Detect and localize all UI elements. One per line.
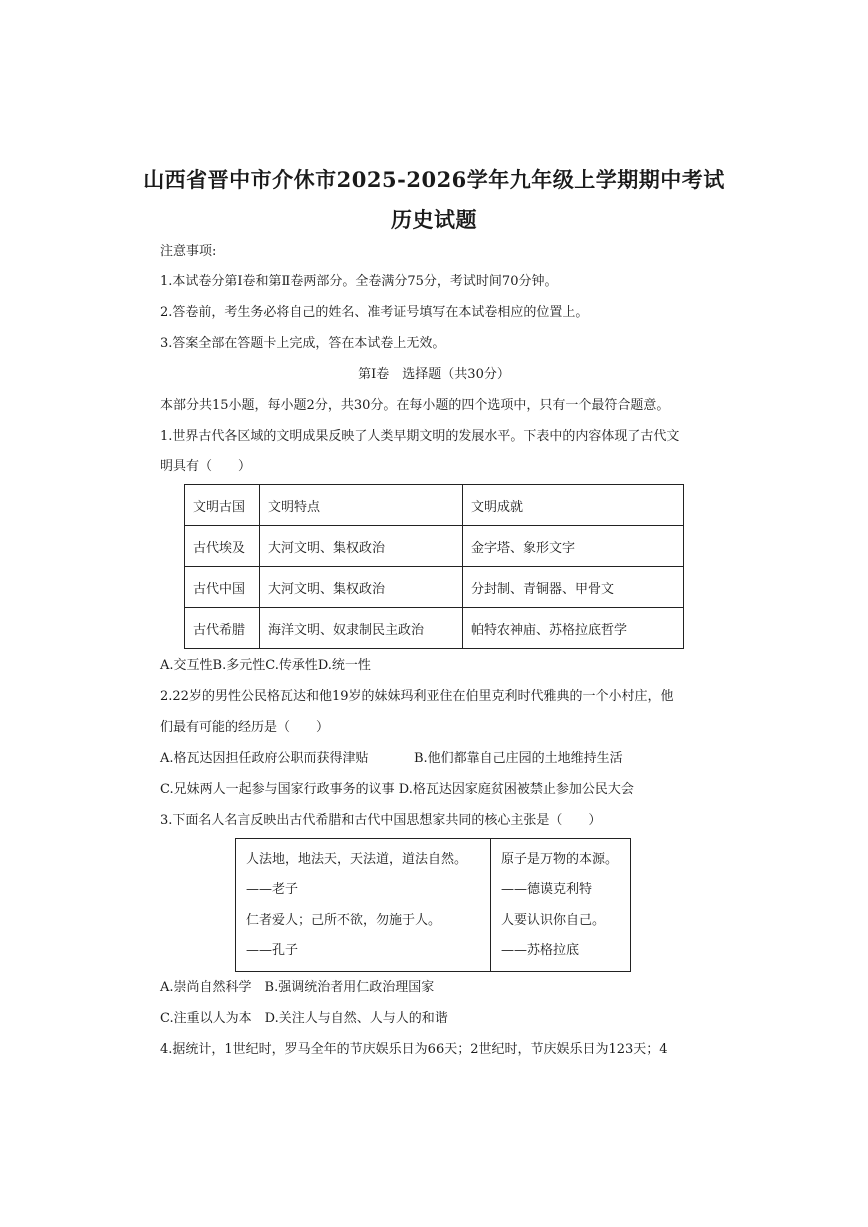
section-title: 第Ⅰ卷 选择题（共30分） [358,367,510,382]
quote-text: 仁者爱人；己所不欲，勿施于人。 [246,913,442,928]
quote-author: ——苏格拉底 [501,943,580,958]
notice-item: 1.本试卷分第Ⅰ卷和第Ⅱ卷两部分。全卷满分75分，考试时间70分钟。 [160,274,558,289]
exam-title: 山西省晋中市介休市2025-2026学年九年级上学期期中考试 [143,167,725,192]
question-2-stem-cont: 们最有可能的经历是（ ） [160,720,330,735]
table-cell: 古代希腊 [185,608,260,649]
table-header-row [185,485,684,526]
quote-column-greece [491,839,630,971]
quote-table [235,838,631,972]
table-cell: 分封制、青铜器、甲骨文 [463,567,684,608]
quote-author: ——老子 [246,882,299,897]
table-header-cell: 文明特点 [260,485,463,526]
question-2-options-cd: C.兄妹两人一起参与国家行政事务的议事 D.格瓦达因家庭贫困被禁止参加公民大会 [160,782,634,797]
notice-item: 3.答案全部在答题卡上完成，答在本试卷上无效。 [160,336,446,351]
question-3-options-ab: A.崇尚自然科学 B.强调统治者用仁政治理国家 [160,980,435,995]
subject-title: 历史试题 [391,207,477,232]
question-2-option-a: A.格瓦达因担任政府公职而获得津贴 [160,751,369,766]
table-row [185,608,684,649]
table-cell: 海洋文明、奴隶制民主政治 [260,608,463,649]
question-2-option-b: B.他们都靠自己庄园的土地维持生活 [414,751,623,766]
quote-author: ——德谟克利特 [501,882,593,897]
table-header-cell: 文明古国 [185,485,260,526]
quote-text: 原子是万物的本源。 [501,852,619,867]
quote-text: 人要认识你自己。 [501,913,606,928]
table-cell: 古代中国 [185,567,260,608]
question-1-options: A.交互性B.多元性C.传承性D.统一性 [160,658,371,673]
civilization-table [184,484,684,649]
table-row [185,526,684,567]
table-cell: 古代埃及 [185,526,260,567]
quote-author: ——孔子 [246,943,299,958]
quote-text: 人法地，地法天，天法道，道法自然。 [246,852,468,867]
notice-item: 2.答卷前，考生务必将自己的姓名、准考证号填写在本试卷相应的位置上。 [160,305,589,320]
question-3-options-cd: C.注重以人为本 D.关注人与自然、人与人的和谐 [160,1011,448,1026]
table-header-cell: 文明成就 [463,485,684,526]
question-1-stem: 1.世界古代各区域的文明成果反映了人类早期文明的发展水平。下表中的内容体现了古代文 [160,429,680,444]
table-cell: 大河文明、集权政治 [260,567,463,608]
question-4-stem: 4.据统计，1世纪时，罗马全年的节庆娱乐日为66天；2世纪时，节庆娱乐日为123天；4 [160,1042,668,1057]
question-1-stem-cont: 明具有（ ） [160,459,252,474]
section-intro: 本部分共15小题，每小题2分，共30分。在每小题的四个选项中，只有一个最符合题意。 [160,398,670,413]
question-3-stem: 3.下面名人名言反映出古代希腊和古代中国思想家共同的核心主张是（ ） [160,813,602,828]
notice-heading: 注意事项: [160,244,217,259]
question-2-stem: 2.22岁的男性公民格瓦达和他19岁的妹妹玛利亚住在伯里克利时代雅典的一个小村庄，他 [160,689,674,704]
table-cell: 帕特农神庙、苏格拉底哲学 [463,608,684,649]
table-cell: 金字塔、象形文字 [463,526,684,567]
table-cell: 大河文明、集权政治 [260,526,463,567]
table-row [185,567,684,608]
quote-column-china [236,839,491,971]
